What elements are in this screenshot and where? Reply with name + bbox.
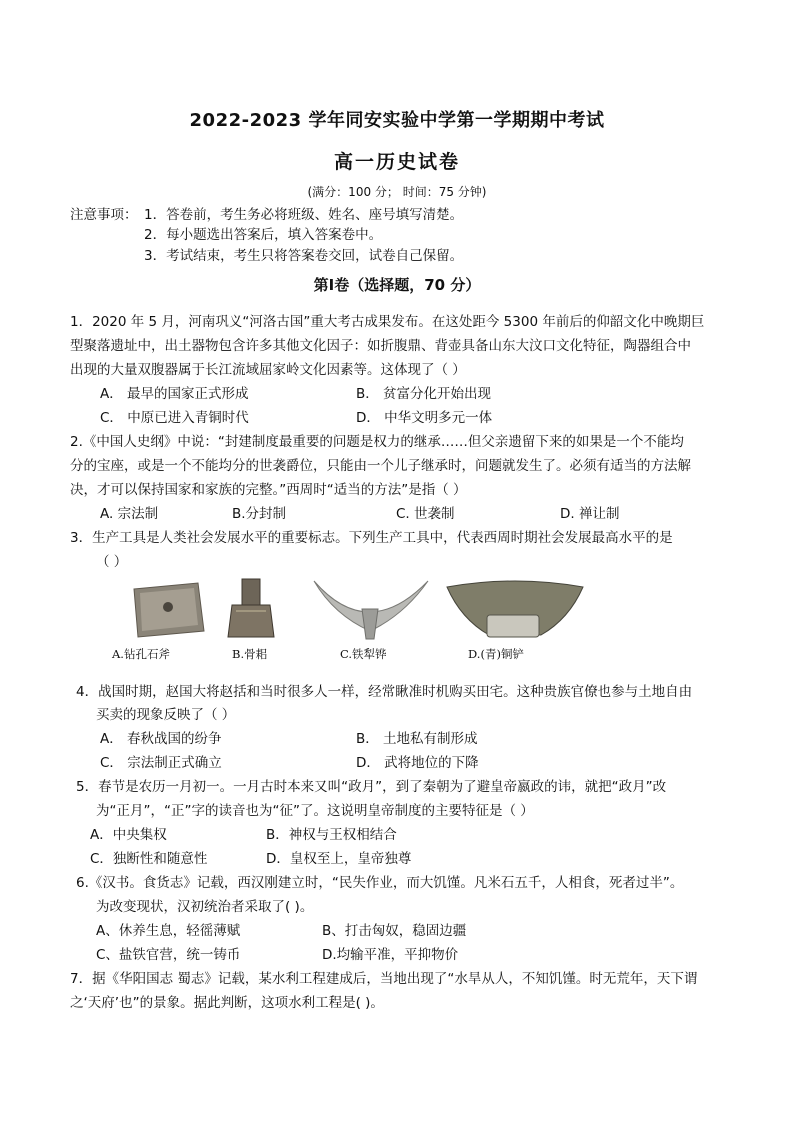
- q1-line: 型聚落遗址中，出土器物包含许多其他文化因子：如折腹鼎、背壶具备山东大汶口文化特征，陶器组合中: [70, 338, 691, 354]
- q5-option-a: A．中央集权: [90, 827, 167, 843]
- q1-option-c: C． 中原已进入青铜时代: [100, 410, 249, 426]
- q5-option-c: C．独断性和随意性: [90, 851, 208, 867]
- q1-line: 1．2020 年 5 月，河南巩义“河洛古国”重大考古成果发布。在这处距今 5300 年前后的仰韶文化中晚期巨: [70, 314, 705, 330]
- q6-option-c: C、盐铁官营，统一铸币: [96, 947, 241, 963]
- q1-line: 出现的大量双腹器属于长江流域屈家岭文化因素等。这体现了（ ）: [70, 362, 466, 378]
- q4-option-d: D． 武将地位的下降: [356, 755, 479, 771]
- q6-line: 为改变现状，汉初统治者采取了( )。: [96, 899, 314, 915]
- tool-caption-a: A.钻孔石斧: [112, 647, 170, 661]
- q6-option-a: A、休养生息，轻徭薄赋: [96, 923, 241, 939]
- q1-option-d: D． 中华文明多元一体: [356, 410, 493, 426]
- q5-option-d: D．皇权至上，皇帝独尊: [266, 851, 412, 867]
- tool-images: [110, 575, 580, 667]
- q2-line: 决，才可以保持国家和家族的完整。”西周时“适当的方法”是指（ ）: [70, 482, 467, 498]
- section-title: 第Ⅰ卷（选择题，70 分）: [313, 276, 481, 294]
- q2-option-a: A. 宗法制: [100, 506, 159, 522]
- q6-option-b: B、打击匈奴，稳固边疆: [322, 923, 467, 939]
- note-item: 3．考试结束，考生只将答案卷交回，试卷自己保留。: [144, 248, 464, 264]
- bronze-shovel-image: [445, 575, 585, 645]
- exam-info: (满分：100 分； 时间：75 分钟): [307, 185, 487, 199]
- bone-spade-image: [222, 575, 282, 645]
- q2-option-c: C. 世袭制: [396, 506, 455, 522]
- q2-option-b: B.分封制: [232, 506, 287, 522]
- q3-line: （ ）: [96, 554, 128, 570]
- q6-option-d: D.均输平准，平抑物价: [322, 947, 459, 963]
- q1-option-a: A． 最早的国家正式形成: [100, 386, 249, 402]
- q4-option-a: A． 春秋战国的纷争: [100, 731, 222, 747]
- q7-line: 之‘天府’也”的景象。据此判断，这项水利工程是( )。: [70, 995, 384, 1011]
- q1-option-b: B． 贫富分化开始出现: [356, 386, 492, 402]
- exam-title: 2022-2023 学年同安实验中学第一学期期中考试: [189, 110, 605, 131]
- note-item: 2．每小题选出答案后，填入答案卷中。: [144, 227, 383, 243]
- tool-caption-d: D.(青)铜铲: [468, 647, 524, 661]
- tool-caption-b: B.骨耜: [232, 647, 268, 661]
- q5-option-b: B．神权与王权相结合: [266, 827, 397, 843]
- exam-subtitle: 高一历史试卷: [333, 151, 460, 173]
- notes-label: 注意事项：: [70, 207, 138, 223]
- stone-axe-image: [128, 575, 208, 645]
- q3-line: 3．生产工具是人类社会发展水平的重要标志。下列生产工具中，代表西周时期社会发展最高水平的是: [70, 530, 673, 546]
- iron-ploughshare-image: [308, 575, 434, 645]
- q6-line: 6.《汉书。食货志》记载，西汉刚建立时，“民失作业，而大饥馑。凡米石五千，人相食，死者过半”。: [76, 875, 684, 891]
- note-item: 1．答卷前，考生务必将班级、姓名、座号填写清楚。: [144, 207, 464, 223]
- q4-option-b: B． 土地私有制形成: [356, 731, 478, 747]
- q2-option-d: D. 禅让制: [560, 506, 620, 522]
- q2-line: 2.《中国人史纲》中说：“封建制度最重要的问题是权力的继承……但父亲遗留下来的如果是一个不能均: [70, 434, 684, 450]
- q7-line: 7．据《华阳国志 蜀志》记载，某水利工程建成后，当地出现了“水旱从人，不知饥馑。时无荒年，天下谓: [70, 971, 698, 987]
- q4-option-c: C． 宗法制正式确立: [100, 755, 222, 771]
- tool-caption-c: C.铁犁铧: [340, 647, 387, 661]
- q4-line: 买卖的现象反映了（ ）: [96, 707, 236, 723]
- q5-line: 为“正月”，“正”字的读音也为“征”了。这说明皇帝制度的主要特征是（ ）: [96, 803, 534, 819]
- q5-line: 5．春节是农历一月初一。一月古时本来又叫“政月”，到了秦朝为了避皇帝嬴政的讳，就把“政月”改: [76, 779, 667, 795]
- q2-line: 分的宝座，或是一个不能均分的世袭爵位，只能由一个儿子继承时，问题就发生了。必须有适当的方法解: [70, 458, 691, 474]
- q4-line: 4．战国时期，赵国大将赵括和当时很多人一样，经常瞅准时机购买田宅。这种贵族官僚也参与土地自由: [76, 684, 693, 700]
